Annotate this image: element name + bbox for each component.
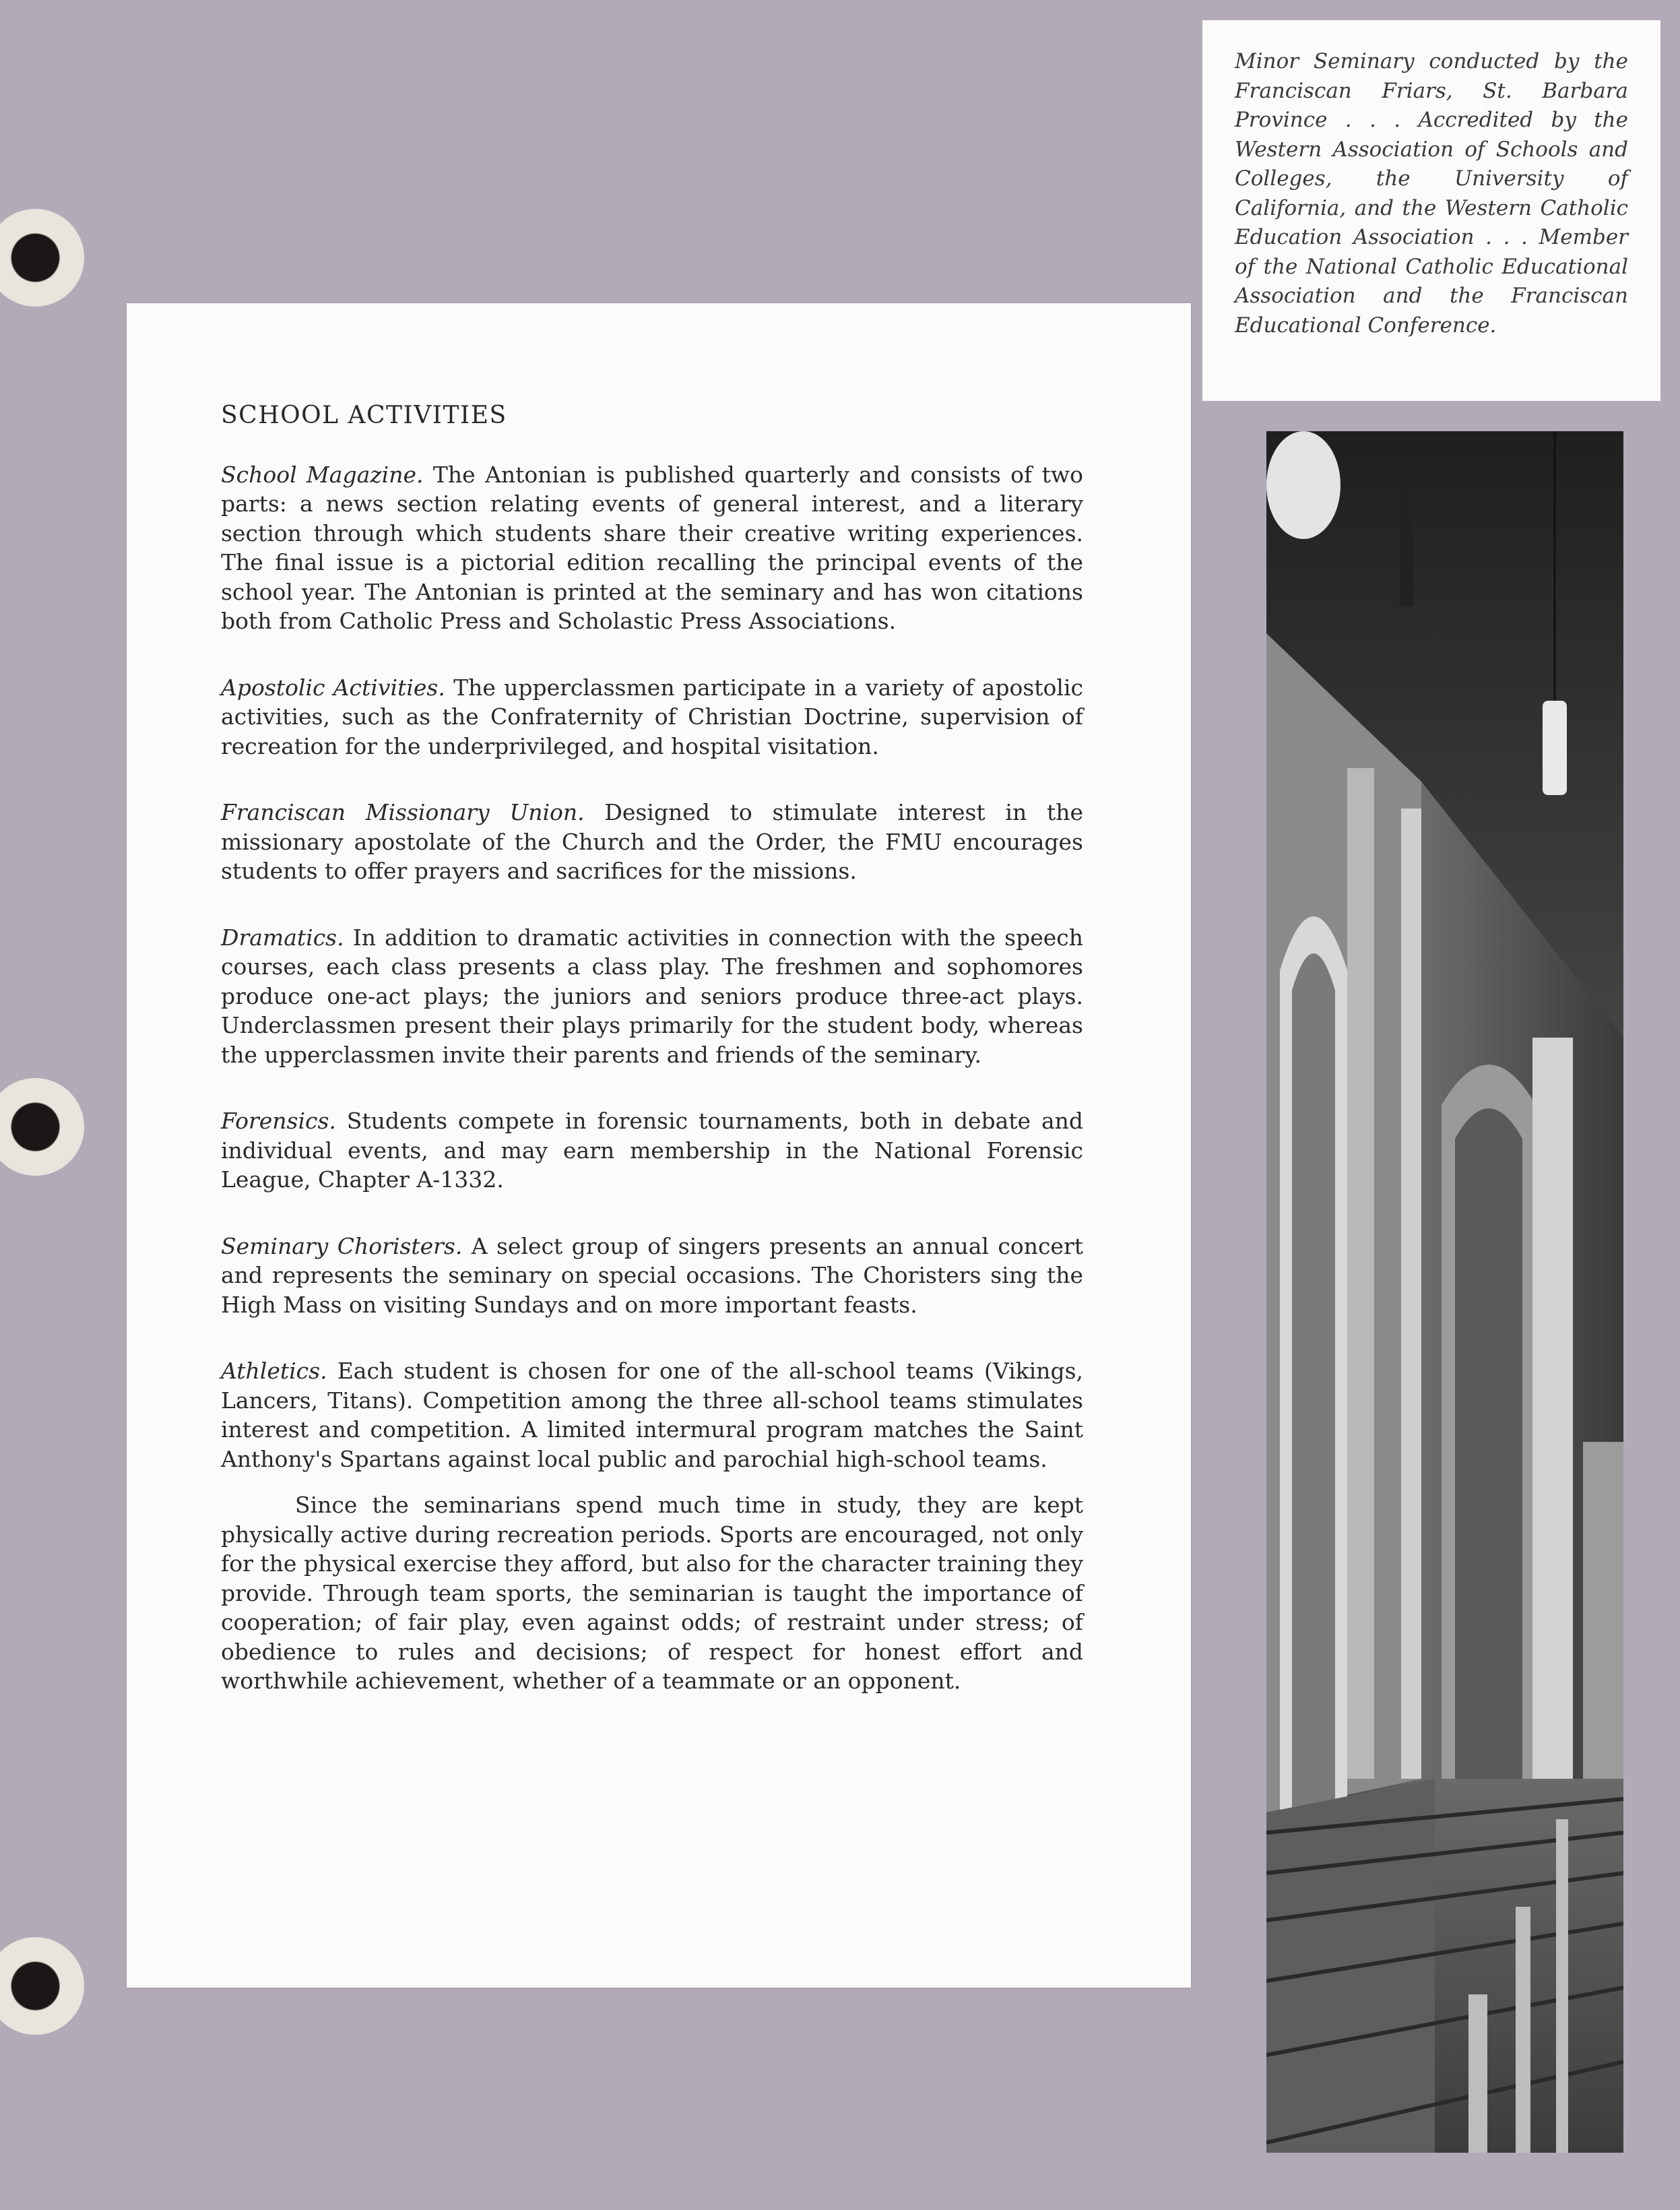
section-body: Designed to stimulate interest in the missionary apostolate of the Church and the Order, the FMU encourages students to offer prayers and sacrifices for the missions. <box>221 799 1084 884</box>
section-forensics <box>221 1106 1083 1195</box>
section-heading: Forensics. <box>221 1108 336 1134</box>
section-dramatics <box>221 923 1083 1070</box>
activities-document <box>221 401 1083 1733</box>
section-body: Each student is chosen for one of the all-school teams (Vikings, Lancers, Titans). Competition among the three all-school teams stimulates interest and competition. A limited intermural program matches the Saint Anthony's Spartans against local public and parochial high-school teams. <box>221 1358 1083 1472</box>
binder-hole-top <box>0 209 84 307</box>
section-franciscan-missionary-union <box>221 798 1083 886</box>
accreditation-text: Minor Seminary conducted by the Franciscan Friars, St. Barbara Province . . . Accredited by the Western Association of Schools and Colleges, the University of California, and the Western Catholic Education Association . . . Member of the National Catholic Educational Association and the Franciscan Educational Conference. <box>1235 49 1628 338</box>
closing-paragraph: Since the seminarians spend much time in study, they are kept physically active during recreation periods. Sports are encouraged, not only for the physical exercise they afford, but also for the character training they provide. Through team sports, the seminarian is taught the importance of cooperation; of fair play, even against odds; of restraint under stress; of obedience to rules and decisions; of respect for honest effort and worthwhile achievement, whether of a teammate or an opponent. <box>221 1492 1083 1694</box>
binder-hole-middle <box>0 1078 84 1176</box>
section-heading: Apostolic Activities. <box>221 674 445 701</box>
section-heading: Athletics. <box>221 1358 327 1384</box>
page-title: SCHOOL ACTIVITIES <box>221 402 507 429</box>
activities-card <box>127 303 1191 1988</box>
section-heading: School Magazine. <box>221 461 424 488</box>
section-school-magazine <box>221 460 1083 636</box>
section-body: The upperclassmen participate in a variety of apostolic activities, such as the Confraternity of Christian Doctrine, supervision of recreation for the underprivileged, and hospital visitation. <box>221 674 1083 759</box>
section-heading: Franciscan Missionary Union. <box>221 799 585 825</box>
section-body: The Antonian is published quarterly and consists of two parts: a news section relating events of general interest, and a literary section through which students share their creative writing experiences. The final issue is a pictorial edition recalling the principal events of the school year. The Antonian is printed at the seminary and has won citations both from Catholic Press and Scholastic Press Associations. <box>221 461 1083 634</box>
binder-hole-bottom <box>0 1937 84 2035</box>
section-seminary-choristers <box>221 1232 1083 1320</box>
section-athletics <box>221 1356 1083 1474</box>
section-heading: Seminary Choristers. <box>221 1232 463 1259</box>
section-apostolic-activities <box>221 673 1083 761</box>
accreditation-note <box>1202 20 1660 401</box>
section-body: A select group of singers presents an annual concert and represents the seminary on special occasions. The Choristers sing the High Mass on visiting Sundays and on more important feasts. <box>221 1232 1083 1318</box>
section-body: In addition to dramatic activities in connection with the speech courses, each class presents a class play. The freshmen and sophomores produce one-act plays; the juniors and seniors produce three-act plays. Underclassmen present their plays primarily for the student body, whereas the upperclassmen invite their parents and friends of the seminary. <box>221 924 1083 1068</box>
section-heading: Dramatics. <box>221 924 344 951</box>
section-body: Students compete in forensic tournaments, both in debate and individual events, and may earn membership in the National Forensic League, Chapter A-1332. <box>221 1108 1083 1193</box>
chapel-interior-photo <box>1266 431 1623 2153</box>
